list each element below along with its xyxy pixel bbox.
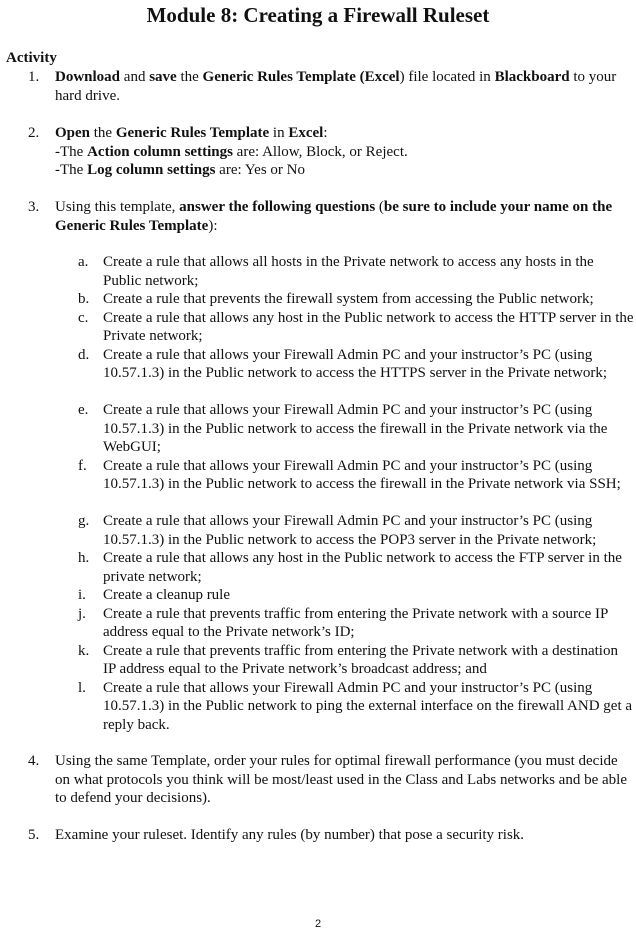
step-4-number: 4. <box>28 753 40 769</box>
step-1-number: 1. <box>28 69 40 85</box>
step-2-line-3: -The Log column settings are: Yes or No <box>55 162 305 178</box>
step-3-text: Using this template, answer the following questions (be sure to include your name on the Generic Rules Template): <box>55 199 613 234</box>
step-3-number: 3. <box>28 199 40 215</box>
step-4-text: Using the same Template, order your rules for optimal firewall performance (you must decide on what protocols you think will be most/least used in the Class and Labs networks and be able to defend your decisions). <box>55 753 627 806</box>
step-2-number: 2. <box>28 125 40 141</box>
page-number: 2 <box>314 918 322 930</box>
activity-heading: Activity <box>6 50 57 66</box>
step-1-text: Download and save the Generic Rules Template (Excel) file located in Blackboard to your hard drive. <box>55 69 617 104</box>
step-2-line-2: -The Action column settings are: Allow, Block, or Reject. <box>55 143 408 160</box>
step-5-number: 5. <box>28 827 40 843</box>
page-title: Module 8: Creating a Firewall Ruleset <box>146 3 490 27</box>
step-5-text: Examine your ruleset. Identify any rules (by number) that pose a security risk. <box>55 827 525 843</box>
step-2-line-1: Open the Generic Rules Template in Excel: <box>55 125 328 141</box>
